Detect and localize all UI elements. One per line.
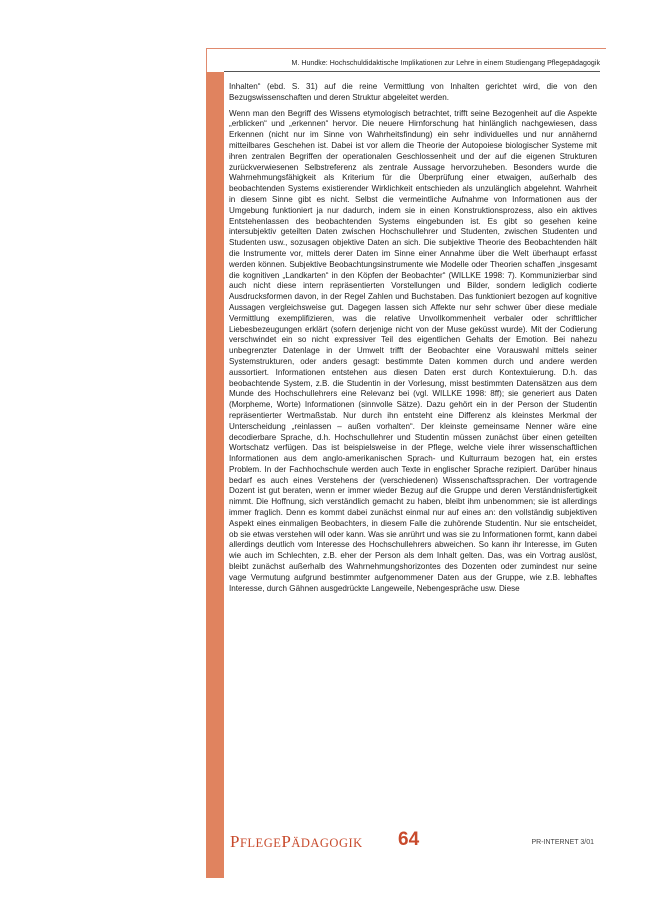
journal-title-initial-1: P bbox=[230, 832, 240, 851]
left-color-bar bbox=[206, 72, 224, 878]
article-body bbox=[229, 82, 597, 599]
journal-title-initial-2: P bbox=[281, 832, 292, 851]
page-number: 64 bbox=[398, 829, 420, 850]
journal-title-rest-1: FLEGE bbox=[239, 836, 282, 850]
issue-label: PR-INTERNET 3/01 bbox=[531, 839, 594, 846]
running-header: M. Hundke: Hochschuldidaktische Implikationen zur Lehre in einem Studiengang Pflegepädagogik bbox=[291, 60, 600, 67]
paragraph-2: Wenn man den Begriff des Wissens etymologisch betrachtet, trifft seine Bezogenheit auf die Aspekte „erblicken“ und „erkennen“ hervor. Die neuere Hirnforschung hat hinlänglich nachgewiesen, dass Erkennen (nicht nur im Sinne von Wahrheitsfindung) ein sehr individuelles und nur annähernd mitteilbares Geschehen ist. Dabei ist vor allem die Theorie der Autopoiese biologischer Systeme mit ihren zentralen Begriffen der operationalen Geschlossenheit und der auf die eigenen Strukturen zurückverwiesenen Selbstreferenz als zentrale Aussage hervorzuheben. Besonders wurde die Wahrnehmungsfähigkeit als Kriterium für die Überprüfung einer etwaigen, außerhalb des beobachtenden Systems existierender Wirklichkeit entschieden als unzulänglich abgelehnt. Wahrheit in diesem Sinne gibt es nicht. Selbst die vermeintliche Aufnahme von Informationen aus der Umgebung funktioniert ja nur dadurch, indem sie in einen Konstruktionsprozess, also ein aktives Entstehenlassen des beobachtenden Systems eingebunden ist. Es gibt so gesehen keine intersubjektiv geteilten Daten zwischen Hochschullehrer und Studenten, zwischen Studenten und Studenten usw., sozusagen objektive Daten an sich. Die subjektive Theorie des Beobachtenden hält die Instrumente vor, mittels derer Daten im Sinne einer Annahme über die Welt überhaupt erfasst werden können. Subjektive Beobachtungsinstrumente wie Modelle oder Theorien schaffen „insgesamt die kognitiven „Landkarten“ in den Köpfen der Beobachter“ (WILLKE 1998: 7). Kommunizierbar sind auch nicht diese intern repräsentierten Vorstellungen und Bilder, sondern lediglich codierte Ausdrucksformen davon, in der Regel Zahlen und Buchstaben. Das funktioniert bezogen auf kognitive Aussagen vergleichsweise gut. Dagegen lassen sich Affekte nur sehr schwer über diese mediale Vermittlung exemplifizieren, was die relative Unvollkommenheit verbaler oder schriftlicher Liebesbezeugungen erklärt (sofern derjenige nicht von der Muse geküsst wurde). Mit der Codierung verschwindet ein so nicht expressiver Teil des eigentlichen Gehalts der Emotion. Bei nahezu unbegrenzter Datenlage in der Umwelt trifft der Beobachter eine Vorauswahl mittels seiner Systemstrukturen, oder anders gesagt: bestimmte Daten kommen durch und andere werden aussortiert. Informationen entstehen aus diesen Daten erst durch Kontextuierung. D.h. das beobachtende System, z.B. die Studentin in der Vorlesung, misst bestimmten Datensätzen aus dem Munde des Hochschullehrers eine Relevanz bei (vgl. WILLKE 1998: 8ff); sie generiert aus Daten (Morpheme, Worte) Informationen (sinnvolle Sätze). Dazu gehört ein in der Person der Studentin repräsentierter Wertmaßstab. Nur durch ihn entsteht eine Differenz als kleinstes Merkmal der Unterscheidung „reinlassen – außen vorhalten“. Der kleinste gemeinsame Nenner wäre eine decodierbare Sprache, d.h. Hochschullehrer und Studentin müssen zunächst über einen geteilten Wortschatz verfügen. Das ist beispielsweise in der Pflege, welche viele ihrer wissenschaftlichen Informationen aus dem anglo-amerikanischen Sprach- und Kulturraum bezogen hat, ein erstes Problem. In der Fachhochschule werden auch Texte in englischer Sprache rezipiert. Darüber hinaus bedarf es auch eines Verstehens der (verschiedenen) Wissenschaftssprachen. Der vortragende Dozent ist gut beraten, wenn er immer wieder Bezug auf die Gruppe und deren Verständnisfertigkeit nimmt. Die Hoffnung, sich verständlich gemacht zu haben, bleibt ihm unbenommen; sie ist allerdings immer fraglich. Denn es kommt dabei zunächst einmal nur auf eines an: den vollständig subjektiven Aspekt eines einmaligen Beobachters, in diesem Falle die zuhörende Studentin. Nur sie entscheidet, ob sie etwas verstehen will oder kann. Was sie anrührt und was sie zu Informationen formt, kann dabei allerdings deutlich vom Interesse des Hochschullehrers abweichen. So kann ihr Interesse, im Guten wie auch im Schlechten, z.B. eher der Person als dem Inhalt gelten. Das, was ein Vortrag auslöst, bleibt zunächst außerhalb des Wahrnehmungshorizontes des Dozenten oder zumindest nur seine vage Vermutung aufgrund bestimmter aufgenommener Daten aus der Gruppe, wie z.B. lebhaftes Interesse, durch Gähnen ausgedrückte Langeweile, Nebengespräche usw. Diese bbox=[229, 108, 597, 593]
paragraph-1: Inhalten“ (ebd. S. 31) auf die reine Vermittlung von Inhalten gerichtet wird, die von den Bezugswissenschaften und deren Struktur abgeleitet werden. bbox=[229, 82, 597, 102]
journal-title-rest-2: ÄDAGOGIK bbox=[291, 836, 363, 850]
header-divider bbox=[224, 71, 600, 72]
journal-title bbox=[230, 832, 363, 853]
